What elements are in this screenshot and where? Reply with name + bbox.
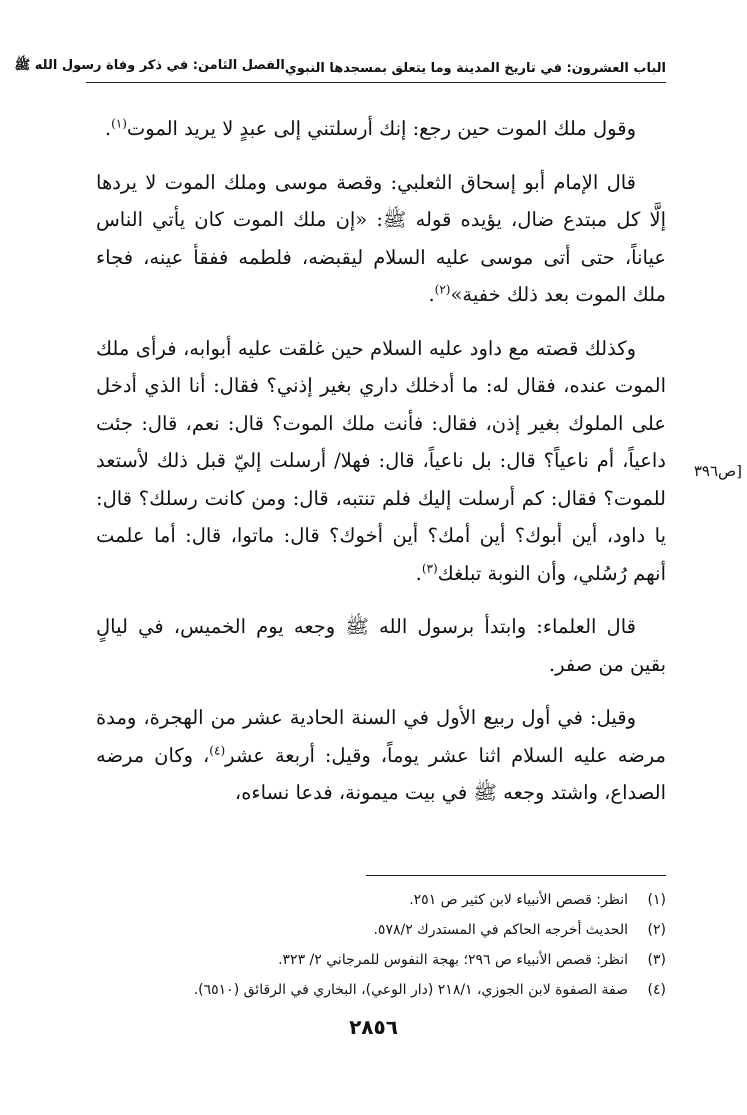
- footnote-number: (٢): [647, 922, 666, 938]
- paragraph-text: وقول ملك الموت حين رجع: إنك أرسلتني إلى عبدٍ لا يريد الموت: [126, 117, 636, 140]
- footnote-ref: (٣): [421, 561, 438, 575]
- footnote-ref: (٢): [434, 282, 451, 297]
- footnote-number: (٣): [647, 952, 666, 968]
- footnote-text: الحديث أخرجه الحاكم في المستدرك ٥٧٨/٢.: [373, 922, 628, 938]
- paragraph-tail: ، وكان مرضه الصداع، واشتد وجعه ﷺ في بيت ميمونة، فدعا نساءه،: [96, 743, 666, 804]
- footnote-ref: (١): [111, 116, 127, 131]
- paragraph-text: وقيل: في أول ربيع الأول في السنة الحادية عشر من الهجرة، ومدة مرضه عليه السلام اثنا عشر يوماً، وقيل: أربعة عشر: [96, 706, 667, 767]
- paragraph: [96, 608, 666, 683]
- footnote-text: انظر: قصص الأنبياء ص ٢٩٦؛ بهجة النفوس للمرجاني ٢/ ٣٢٣.: [278, 952, 628, 968]
- paragraph-tail: .: [428, 283, 435, 306]
- paragraph: [96, 330, 666, 593]
- paragraph-tail: .: [104, 117, 112, 140]
- footnote: [96, 945, 666, 975]
- page-number: ٢٨٥٦: [349, 1015, 398, 1039]
- main-text: [96, 110, 666, 828]
- paragraph-text: قال الإمام أبو إسحاق الثعلبي: وقصة موسى وملك الموت لا يردها إلَّا كل مبتدع ضال، يؤيده قوله ﷺ: «إن ملك الموت كان يأتي الناس عياناً، حتى أتى موسى عليه السلام ليقبضه، فلطمه ففقأ عينه، فجاء ملك الموت بعد ذلك خفية»: [96, 170, 666, 306]
- paragraph-tail: .: [415, 561, 422, 585]
- paragraph: [96, 699, 666, 812]
- paragraph-text: قال العلماء: وابتدأ برسول الله ﷺ وجعه يوم الخميس، في ليالٍ بقين من صفر.: [96, 615, 666, 676]
- paragraph: [96, 110, 666, 148]
- footnote-divider: [366, 875, 666, 876]
- footnote-number: (١): [647, 892, 666, 908]
- footnote-number: (٤): [647, 982, 666, 998]
- header-section-title: الفصل الثامن: في ذكر وفاة رسول الله ﷺ: [14, 58, 285, 73]
- footnote: [96, 885, 666, 915]
- footnote-text: انظر: قصص الأنبياء لابن كثير ص ٢٥١.: [409, 892, 628, 908]
- footnote-text: صفة الصفوة لابن الجوزي، ٢١٨/١ (دار الوعي)، البخاري في الرقائق (٦٥١٠).: [193, 982, 628, 998]
- footnote: [96, 975, 666, 1005]
- running-header: [14, 40, 666, 76]
- paragraph: [96, 164, 666, 314]
- footnote-ref: (٤): [209, 743, 226, 757]
- header-divider: [86, 82, 666, 83]
- footnotes: [96, 885, 666, 1005]
- paragraph-text: وكذلك قصته مع داود عليه السلام حين غلقت عليه أبوابه، فرأى ملك الموت عنده، فقال له: ما أدخلك داري بغير إذني؟ فقال: أنا الذي أدخل على الملوك بغير إذن، فقال: فأنت ملك الموت؟ قال: نعم، قال: جئت داعياً، أم ناعياً؟ قال: بل ناعياً، قال: فهلا/ أرسلت إليّ قبل ذلك لأستعد للموت؟ فقال: كم أرسلت إليك فلم تنتبه، قال: ومن كانت رسلك؟ قال: يا داود، أين أبوك؟ أين أمك؟ أين أخوك؟ قال: ماتوا، قال: أما علمت أنهم رُسُلي، وأن النوبة تبلغك: [96, 336, 666, 585]
- margin-page-reference: [ص٣٩٦: [693, 462, 742, 480]
- header-chapter-title: الباب العشرون: في تاريخ المدينة وما يتعلق بمسجدها النبوي: [284, 61, 666, 76]
- footnote: [96, 915, 666, 945]
